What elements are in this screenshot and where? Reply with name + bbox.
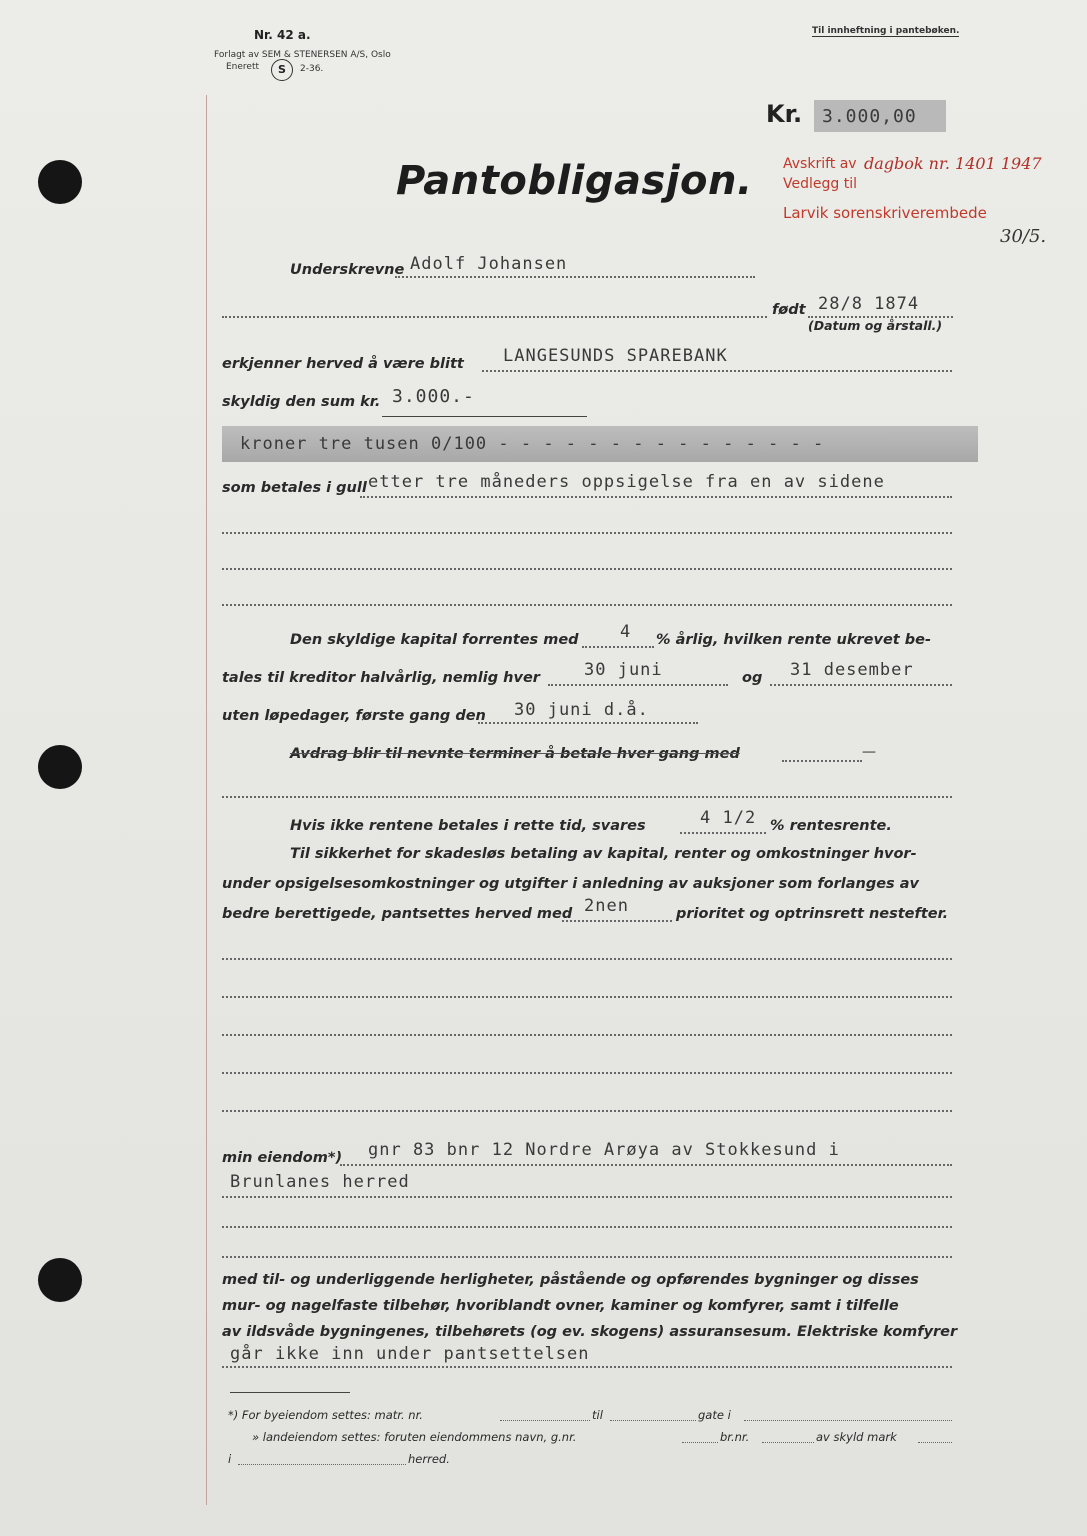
closing-line-3: av ildsvåde bygningenes, tilbehørets (og ev. skogens) assuransesum. Elektriske komfyrer	[222, 1324, 958, 1340]
publisher-line: Forlagt av SEM & STENERSEN A/S, Oslo	[214, 50, 391, 60]
document-page: Nr. 42 a. Forlagt av SEM & STENERSEN A/S, Oslo Enerett S 2-36. Til innheftning i pantebøken. Kr. 3.000,00 Pantobligasjon. Avskrift av dagbok nr. 1401 1947 Vedlegg til Larvik sorenskriverembede 30/5. Underskrevne Adolf Johansen født 28/8 1874 (Datum og årstall.) erkjenner herved å være blitt LANGESUNDS SPAREBANK skyldig den sum kr. 3.000.- kroner tre tusen 0/100 - - - - - - - - - - - - - - - som betales i gull etter tre måneders oppsigelse fra en av sidene Den skyldige kapital forrentes med 4 % årlig, hvilken rente ukrevet be- tales til kreditor halvårlig, nemlig hver 30 juni og 31 desember uten løpedager, første gang den 30 juni d.å. Avdrag blir til nevnte terminer å betale hver gang med — Hvis ikke rentene betales i rette tid, svares 4 1/2 % rentesrente. Til sikkerhet for skadesløs betaling av kapital, renter og omkostninger hvor- under opsigelsesomkostninger og utgifter i anledning av auksjoner som forlanges av bedre berettigede, pantsettes herved med 2nen prioritet og optrinsrett nestefter. min eiendom*) gnr 83 bnr 12 Nordre Arøya av Stokkesund i Brunlanes herred med til- og underliggende herligheter, påstående og opførendes bygninger og disses mur- og nagelfaste tilbehør, hvoriblandt ovner, kaminer og komfyrer, samt i tilfelle av ildsvåde bygningenes, tilbehørets (og ev. skogens) assuransesum. Elektriske komfyrer går ikke inn under pantsettelsen *) For byeiendom settes: matr. nr. til gate i » landeiendom settes: foruten eiendommens navn, g.nr. br.nr. av skyld mark i herred.	[0, 0, 1087, 1536]
security-line-3a: bedre berettigede, pantsettes herved med	[222, 906, 573, 922]
footnote-line-2b: br.nr.	[720, 1430, 750, 1444]
security-line-1: Til sikkerhet for skadesløs betaling av kapital, renter og omkostninger hvor-	[290, 846, 917, 862]
gold-value: etter tre måneders oppsigelse fra en av sidene	[368, 472, 885, 492]
installment-text: Avdrag blir til nevnte terminer å betale hver gang med	[290, 746, 740, 762]
priority-value: 2nen	[584, 896, 629, 916]
footnote-line-2a: » landeiendom settes: foruten eiendommens navn, g.nr.	[252, 1430, 577, 1444]
first-payment-text: uten løpedager, første gang den	[222, 708, 486, 724]
stamp-date: 30/5.	[1000, 226, 1047, 247]
creditor-value: LANGESUNDS SPAREBANK	[503, 346, 728, 366]
amount-in-words: kroner tre tusen 0/100 - - - - - - - - - - - - - - -	[240, 434, 825, 454]
born-hint: (Datum og årstall.)	[808, 318, 943, 333]
late-value: 4 1/2	[700, 808, 757, 828]
publisher-date: 2-36.	[300, 64, 324, 74]
footnote-line-2c: av skyld mark	[816, 1430, 897, 1444]
born-value: 28/8 1874	[818, 294, 920, 314]
document-title: Pantobligasjon.	[396, 158, 753, 204]
date2-value: 31 desember	[790, 660, 914, 680]
undersigned-label: Underskrevne	[290, 262, 405, 278]
closing-line-1: med til- og underliggende herligheter, påstående og opførendes bygninger og disses	[222, 1272, 919, 1288]
date1-value: 30 juni	[584, 660, 663, 680]
gold-label: som betales i gull	[222, 480, 367, 496]
footnote-line-1b: til	[592, 1408, 603, 1422]
footnote-line-1a: *) For byeiendom settes: matr. nr.	[228, 1408, 423, 1422]
closing-value: går ikke inn under pantsettelsen	[230, 1344, 590, 1364]
halfyear-text: tales til kreditor halvårlig, nemlig hver	[222, 670, 540, 686]
and-text: og	[742, 670, 763, 686]
security-line-2: under opsigelsesomkostninger og utgifter i anledning av auksjoner som forlanges av	[222, 876, 919, 892]
late-text-b: % rentesrente.	[770, 818, 892, 834]
footnote-line-3a: i	[228, 1452, 232, 1466]
late-text-a: Hvis ikke rentene betales i rette tid, svares	[290, 818, 646, 834]
interest-text-a: Den skyldige kapital forrentes med	[290, 632, 579, 648]
stamp-copy-of: Avskrift av	[783, 156, 857, 172]
margin-rule	[206, 95, 207, 1505]
punch-hole-middle	[38, 745, 82, 789]
property-value-1: gnr 83 bnr 12 Nordre Arøya av Stokkesund i	[368, 1140, 840, 1160]
stamp-attachment: Vedlegg til	[783, 176, 857, 192]
amount-prefix: Kr.	[766, 100, 803, 128]
publisher-logo: S	[271, 59, 293, 81]
form-number: Nr. 42 a.	[254, 28, 311, 42]
publisher-rights: Enerett	[226, 62, 260, 72]
stamp-journal-number: dagbok nr. 1401 1947	[864, 154, 1042, 173]
footnote-line-3b: herred.	[408, 1452, 450, 1466]
owe-label: skyldig den sum kr.	[222, 394, 381, 410]
amount-value: 3.000,00	[822, 106, 917, 127]
undersigned-value: Adolf Johansen	[410, 254, 568, 274]
property-value-2: Brunlanes herred	[230, 1172, 410, 1192]
interest-text-b: % årlig, hvilken rente ukrevet be-	[656, 632, 932, 648]
punch-hole-bottom	[38, 1258, 82, 1302]
interest-value: 4	[620, 622, 632, 642]
born-label: født	[772, 302, 806, 318]
property-label: min eiendom*)	[222, 1150, 343, 1166]
security-line-3b: prioritet og optrinsrett nestefter.	[676, 906, 949, 922]
first-payment-value: 30 juni d.å.	[514, 700, 649, 720]
closing-line-2: mur- og nagelfaste tilbehør, hvoriblandt ovner, kaminer og komfyrer, samt i tilfelle	[222, 1298, 899, 1314]
acknowledge-label: erkjenner herved å være blitt	[222, 356, 464, 372]
footnote-line-1c: gate i	[698, 1408, 731, 1422]
stamp-court-office: Larvik sorenskriverembede	[783, 204, 987, 222]
punch-hole-top	[38, 160, 82, 204]
owe-value: 3.000.-	[392, 386, 475, 407]
binding-note: Til innheftning i pantebøken.	[812, 26, 960, 36]
